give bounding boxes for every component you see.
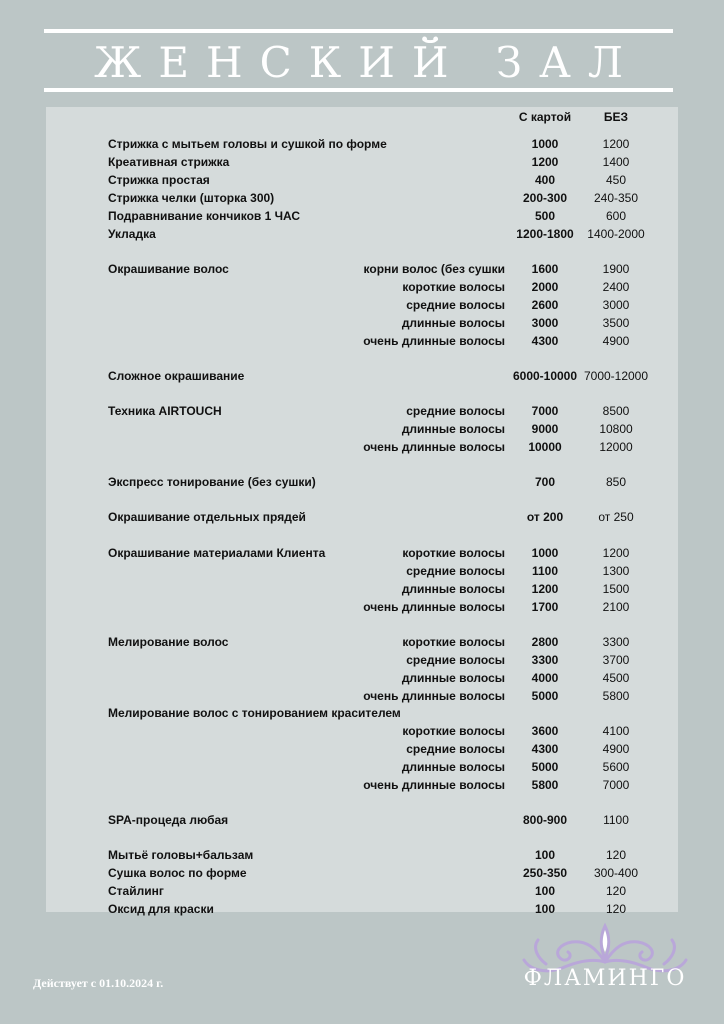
service-name: Стрижка с мытьем головы и сушкой по форме	[108, 137, 387, 151]
hair-length-label: короткие волосы	[402, 546, 505, 560]
price-row	[46, 420, 678, 438]
price-with-card: 4300	[531, 742, 559, 756]
price-without-card: 5800	[602, 689, 630, 703]
price-with-card: 5800	[531, 778, 559, 792]
service-name: Укладка	[108, 227, 156, 241]
hair-length-label: средние волосы	[406, 404, 505, 418]
price-with-card: 5000	[531, 689, 559, 703]
price-without-card: 1900	[602, 262, 630, 276]
price-without-card: 2100	[602, 600, 630, 614]
service-name: Мелирование волос с тонированием красителем	[108, 706, 401, 720]
price-row	[46, 314, 678, 332]
price-with-card: 4000	[531, 671, 559, 685]
hair-length-label: очень длинные волосы	[363, 334, 505, 348]
service-name: SPA-процеда любая	[108, 813, 229, 827]
price-row	[46, 740, 678, 758]
price-with-card: 400	[534, 173, 556, 187]
price-without-card: 3300	[602, 635, 630, 649]
price-without-card: 4900	[602, 334, 630, 348]
price-without-card: 7000-12000	[583, 369, 649, 383]
price-without-card: 7000	[602, 778, 630, 792]
hair-length-label: короткие волосы	[402, 724, 505, 738]
hair-length-label: длинные волосы	[401, 422, 505, 436]
price-with-card: 700	[534, 475, 556, 489]
price-with-card: 10000	[528, 440, 562, 454]
price-row	[46, 278, 678, 296]
price-without-card: 1200	[602, 137, 630, 151]
price-without-card: 5600	[602, 760, 630, 774]
price-without-card: 120	[605, 884, 627, 898]
price-row	[46, 633, 678, 651]
hair-length-label: короткие волосы	[402, 280, 505, 294]
price-without-card: 8500	[602, 404, 630, 418]
price-without-card: 240-350	[593, 191, 639, 205]
price-with-card: 3600	[531, 724, 559, 738]
price-list-panel	[46, 107, 678, 916]
price-with-card: 1200-1800	[516, 227, 574, 241]
price-with-card: 1200	[531, 582, 559, 596]
price-with-card: 2800	[531, 635, 559, 649]
price-without-card: 1300	[602, 564, 630, 578]
service-name: Экспресс тонирование (без сушки)	[108, 475, 316, 489]
price-row	[46, 758, 678, 776]
hair-length-label: корни волос (без сушки	[363, 262, 505, 276]
price-row	[46, 669, 678, 687]
price-without-card: 120	[605, 848, 627, 862]
price-row	[46, 260, 678, 278]
price-row	[46, 153, 678, 171]
price-with-card: 500	[534, 209, 556, 223]
price-with-card: 1700	[531, 600, 559, 614]
hair-length-label: средние волосы	[406, 653, 505, 667]
hair-length-label: средние волосы	[406, 564, 505, 578]
price-row	[46, 189, 678, 207]
price-with-card: 7000	[531, 404, 559, 418]
service-name: Мытьё головы+бальзам	[108, 848, 254, 862]
service-name: Креативная стрижка	[108, 155, 230, 169]
hair-length-label: длинные волосы	[401, 760, 505, 774]
price-row	[46, 776, 678, 794]
price-without-card: 1400-2000	[587, 227, 645, 241]
price-without-card: 1100	[603, 813, 629, 827]
price-with-card: 1100	[531, 564, 559, 578]
hair-length-label: короткие волосы	[402, 635, 505, 649]
page-title: ЖЕНСКИЙ ЗАЛ	[94, 38, 640, 87]
price-without-card: 450	[605, 173, 627, 187]
price-without-card: 3500	[602, 316, 630, 330]
service-name: Окрашивание волос	[108, 262, 229, 276]
price-without-card: 1400	[602, 155, 630, 169]
price-without-card: 3000	[602, 298, 630, 312]
price-row	[46, 402, 678, 420]
price-row	[46, 882, 678, 900]
price-with-card: 100	[534, 884, 556, 898]
price-with-card: 1000	[531, 137, 559, 151]
hair-length-label: очень длинные волосы	[363, 689, 505, 703]
price-row	[46, 225, 678, 243]
price-row	[46, 135, 678, 153]
price-without-card: 2400	[602, 280, 630, 294]
price-row	[46, 332, 678, 350]
price-with-card: 2000	[531, 280, 559, 294]
price-with-card: 100	[534, 902, 556, 916]
hair-length-label: очень длинные волосы	[363, 440, 505, 454]
price-row	[46, 722, 678, 740]
price-row	[46, 562, 678, 580]
price-row	[46, 846, 678, 864]
price-row	[46, 367, 678, 385]
price-with-card: 6000-10000	[512, 369, 578, 383]
price-without-card: 4100	[602, 724, 630, 738]
price-without-card: 600	[605, 209, 627, 223]
price-with-card: 3300	[531, 653, 559, 667]
price-with-card: 1000	[531, 546, 559, 560]
price-row	[46, 207, 678, 225]
price-header-row	[46, 108, 678, 126]
price-row	[46, 438, 678, 456]
price-without-card: 120	[605, 902, 627, 916]
price-row	[46, 598, 678, 616]
hair-length-label: очень длинные волосы	[363, 778, 505, 792]
price-with-card: 5000	[531, 760, 559, 774]
price-row	[46, 651, 678, 669]
with-card-header: С картой	[518, 110, 572, 124]
service-name: Подравнивание кончиков 1 ЧАС	[108, 209, 301, 223]
hair-length-label: длинные волосы	[401, 671, 505, 685]
price-row	[46, 704, 678, 722]
service-name: Окрашивание материалами Клиента	[108, 546, 326, 560]
price-with-card: 3000	[531, 316, 559, 330]
hair-length-label: средние волосы	[406, 742, 505, 756]
price-row	[46, 687, 678, 705]
service-name: Окрашивание отдельных прядей	[108, 510, 306, 524]
price-with-card: 200-300	[522, 191, 568, 205]
price-row	[46, 544, 678, 562]
price-with-card: 1600	[531, 262, 559, 276]
service-name: Стрижка челки (шторка 300)	[108, 191, 275, 205]
price-without-card: 3700	[602, 653, 630, 667]
service-name: Сложное окрашивание	[108, 369, 245, 383]
price-with-card: 250-350	[522, 866, 568, 880]
price-without-card: от 250	[598, 510, 634, 524]
price-row	[46, 508, 678, 526]
price-with-card: 1200	[531, 155, 559, 169]
price-row	[46, 864, 678, 882]
price-row	[46, 296, 678, 314]
price-with-card: 100	[534, 848, 556, 862]
price-without-card: 300-400	[593, 866, 639, 880]
title-rule-top	[44, 29, 673, 33]
hair-length-label: длинные волосы	[401, 582, 505, 596]
price-row	[46, 171, 678, 189]
brand-logo-text: ФЛАМИНГО	[523, 966, 687, 991]
service-name: Стайлинг	[108, 884, 164, 898]
service-name: Мелирование волос	[108, 635, 229, 649]
price-without-card: 10800	[599, 422, 633, 436]
hair-length-label: длинные волосы	[401, 316, 505, 330]
price-without-card: 1200	[602, 546, 630, 560]
price-with-card: 9000	[531, 422, 559, 436]
price-row	[46, 473, 678, 491]
without-card-header: БЕЗ	[603, 110, 629, 124]
service-name: Сушка волос по форме	[108, 866, 247, 880]
hair-length-label: очень длинные волосы	[363, 600, 505, 614]
price-with-card: 2600	[531, 298, 559, 312]
price-with-card: 800-900	[522, 813, 568, 827]
price-row	[46, 811, 678, 829]
valid-from-note: Действует с 01.10.2024 г.	[33, 976, 164, 990]
price-without-card: 12000	[599, 440, 633, 454]
price-row	[46, 900, 678, 918]
price-row	[46, 580, 678, 598]
service-name: Техника AIRTOUCH	[108, 404, 222, 418]
service-name: Оксид для краски	[108, 902, 214, 916]
hair-length-label: средние волосы	[406, 298, 505, 312]
price-without-card: 850	[605, 475, 627, 489]
price-without-card: 4500	[602, 671, 630, 685]
title-rule-bottom	[44, 88, 673, 92]
price-without-card: 1500	[602, 582, 630, 596]
price-with-card: от 200	[526, 510, 564, 524]
price-without-card: 4900	[602, 742, 630, 756]
price-with-card: 4300	[531, 334, 559, 348]
service-name: Стрижка простая	[108, 173, 210, 187]
